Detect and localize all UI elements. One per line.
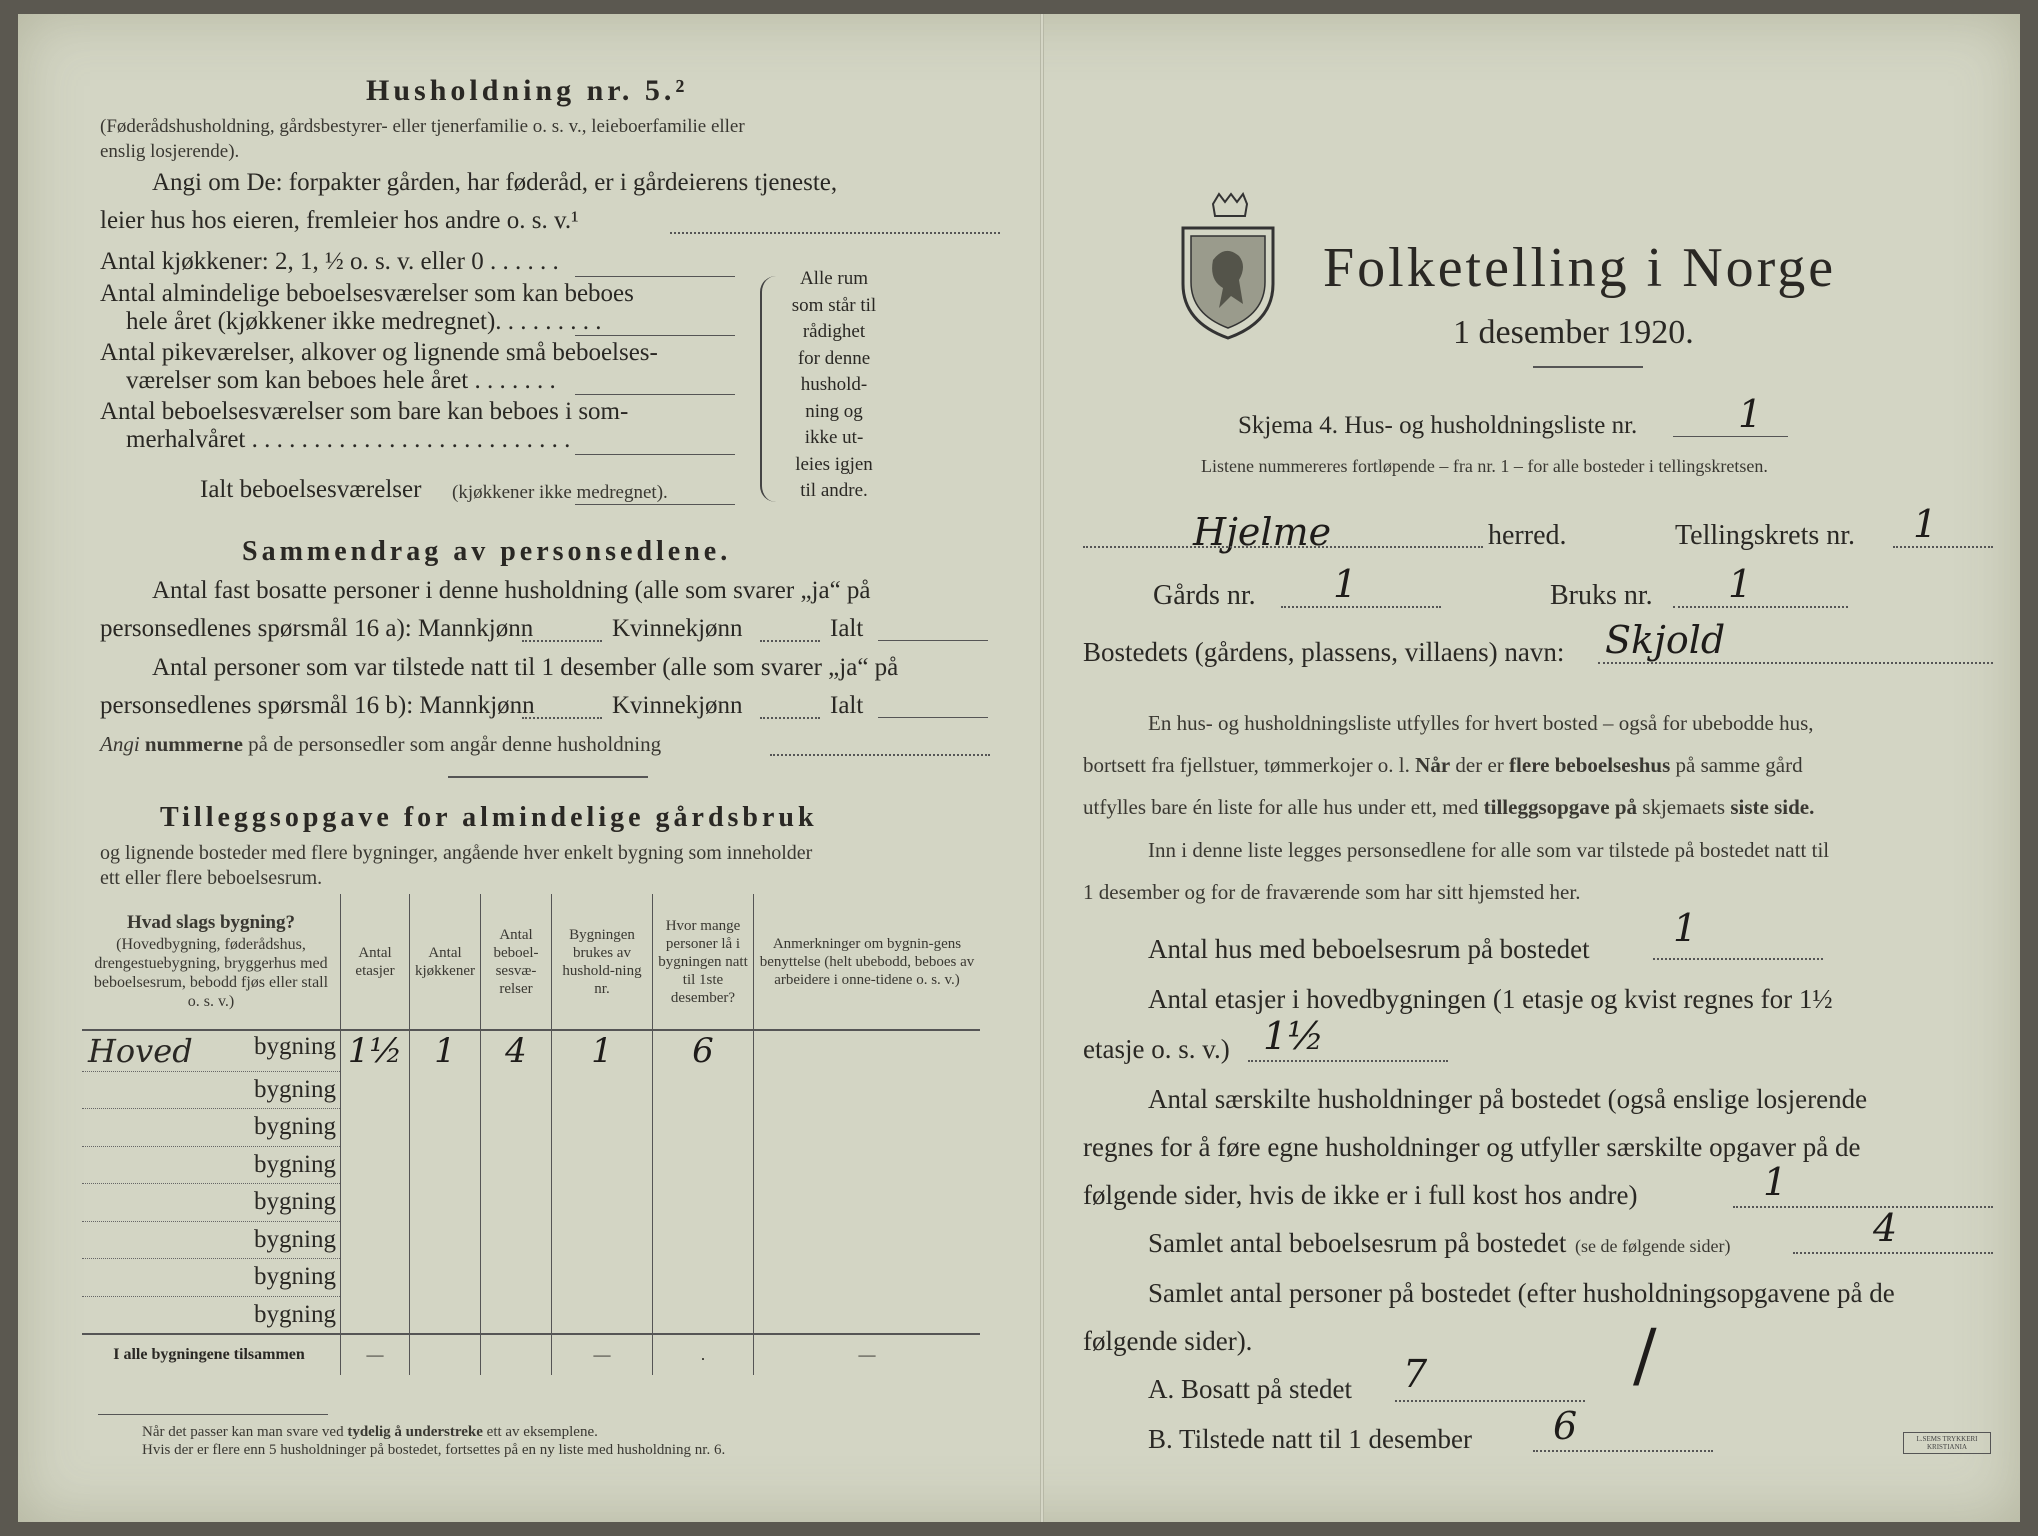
skjema-label: Skjema 4. Hus- og husholdningsliste nr. [1238,412,1638,439]
q-hush-value[interactable]: 1 [1763,1160,1788,1204]
angi-answer-line[interactable] [670,232,1000,234]
b-value[interactable]: 6 [1553,1404,1578,1448]
gards-line [1281,606,1441,608]
cell-husholdning[interactable] [552,1146,653,1184]
summary-line-3: Antal personer som var tilstede natt til 1 desember (alle som svarer „ja“ på [152,654,899,681]
table-row [82,1296,980,1334]
rooms-small: Antal pikeværelser, alkover og lignende små beboelses- [100,339,658,366]
resident-female-field[interactable] [760,640,820,642]
ordinary-answer-line[interactable] [575,335,735,336]
instruction-3-c: skjemaets [1642,795,1726,819]
building-type-cell[interactable] [82,1146,341,1184]
kitchens-answer-line[interactable] [575,276,735,277]
small-answer-line[interactable] [575,394,735,395]
cell-kjokkener[interactable] [410,1221,481,1259]
herred-value[interactable]: Hjelme [1193,510,1332,554]
herred-line [1083,546,1483,548]
cell-personer[interactable] [653,1296,754,1334]
q-hush-line [1733,1206,1993,1208]
resident-male-field[interactable] [522,640,602,642]
gards-value[interactable]: 1 [1333,562,1358,606]
bygning-label: bygning [254,1075,336,1103]
bruks-label: Bruks nr. [1550,580,1653,611]
right-page [1073,14,2003,1522]
summary-line-4: personsedlenes spørsmål 16 b): Mannkjønn [100,692,535,719]
cell-kjokkener[interactable] [410,1071,481,1109]
table-row [82,1109,980,1147]
resident-total-field[interactable] [878,640,988,641]
angi-nummerne-field[interactable] [770,754,990,756]
building-type-cell[interactable] [82,1184,341,1222]
q-hush-3: følgende sider, hvis de ikke er i full kost hos andre) [1083,1180,1638,1210]
cell-anm[interactable] [754,1146,981,1184]
bruks-value[interactable]: 1 [1728,562,1753,606]
footnote-divider [98,1414,328,1415]
q-etasjer-line [1248,1060,1448,1062]
building-type-cell[interactable] [82,1071,341,1109]
bruks-line [1673,606,1848,608]
present-total-field[interactable] [878,717,988,718]
b-label: B. Tilstede natt til 1 desember [1148,1424,1472,1454]
cell-anm[interactable] [754,1030,981,1071]
rooms-summer-2: merhalvåret . . . . . . . . . . . . . . . . . . . . . . . . . . [126,426,571,453]
instruction-2-d: flere beboelseshus [1509,753,1671,777]
brace [760,276,776,502]
brace-note [778,266,890,505]
present-female-label: Kvinnekjønn [612,692,743,719]
cell-etasjer[interactable]: 1½ [341,1030,410,1071]
angi-line-1: Angi om De: forpakter gården, har føderåd, er i gårdeierens tjeneste, [152,169,838,196]
a-label: A. Bosatt på stedet [1148,1374,1352,1404]
col-etasjer: Antal etasjer [341,894,410,1030]
cell-husholdning[interactable]: 1 [552,1030,653,1071]
q-etasjer-value[interactable]: 1½ [1263,1014,1325,1058]
cell-personer[interactable]: 6 [653,1030,754,1071]
table-row [82,1146,980,1184]
bosted-line [1598,662,1993,664]
brace-note-line: ikke ut- [804,427,864,448]
angi-nummerne-bold: nummerne [144,732,243,756]
total-cell[interactable]: — [341,1334,410,1375]
brace-note-line: hushold- [800,374,868,395]
angi-nummerne-prefix: Angi [100,732,140,756]
table-row [82,1030,980,1071]
q-etasjer-2: etasje o. s. v.) [1083,1034,1230,1064]
resident-female-label: Kvinnekjønn [612,615,743,642]
brace-note-line: rådighet [802,321,866,342]
q-pers-2: følgende sider). [1083,1326,1253,1356]
household-subheading-2: enslig losjerende). [100,141,240,162]
cell-husholdning[interactable] [552,1296,653,1334]
summer-answer-line[interactable] [575,454,735,455]
cell-anm[interactable] [754,1071,981,1109]
q-hush-2: regnes for å føre egne husholdninger og utfyller særskilte opgaver på de [1083,1132,1861,1162]
cell-kjokkener[interactable] [410,1296,481,1334]
bosted-value[interactable]: Skjold [1605,618,1726,662]
col-bygning [82,894,341,1030]
tillegg-heading: Tilleggsopgave for almindelige gårdsbruk [160,802,818,833]
total-label: I alle bygningene tilsammen [82,1334,341,1375]
total-answer-line[interactable] [575,504,735,505]
cell-vaerelser[interactable] [481,1184,552,1222]
building-type-cell[interactable] [82,1221,341,1259]
rooms-total-note: (kjøkkener ikke medregnet). [452,482,668,503]
cell-anm[interactable] [754,1221,981,1259]
q-rum-value[interactable]: 4 [1873,1206,1898,1250]
total-cell[interactable]: — [552,1334,653,1375]
cell-personer[interactable] [653,1109,754,1147]
cell-etasjer[interactable] [341,1221,410,1259]
cell-anm[interactable] [754,1259,981,1297]
resident-total-label: Ialt [830,615,864,642]
q-etasjer-1: Antal etasjer i hovedbygningen (1 etasje og kvist regnes for 1½ [1148,984,1833,1014]
building-type-cell[interactable] [82,1296,341,1334]
cell-vaerelser[interactable] [481,1221,552,1259]
col-vaerelser: Antal beboel-sesvæ-relser [481,894,552,1030]
cell-husholdning[interactable] [552,1071,653,1109]
instruction-2 [1083,753,1803,777]
printer-stamp: L.SEMS TRYKKERI KRISTIANIA [1903,1432,1991,1454]
page-fold [1040,14,1044,1522]
total-cell[interactable]: — [754,1334,981,1375]
q-pers-1: Samlet antal personer på bostedet (efter husholdningsopgavene på de [1148,1278,1895,1308]
bygning-label: bygning [254,1113,336,1141]
skjema-number[interactable]: 1 [1738,392,1763,436]
building-type-cell[interactable] [82,1109,341,1147]
cell-etasjer[interactable] [341,1184,410,1222]
title-divider [1533,366,1643,368]
cell-anm[interactable] [754,1109,981,1147]
instruction-2-e: på samme gård [1675,753,1803,777]
bosted-label: Bostedets (gårdens, plassens, villaens) navn: [1083,637,1565,667]
cell-kjokkener[interactable] [410,1184,481,1222]
bygning-label: bygning [254,1225,336,1253]
cell-etasjer[interactable] [341,1259,410,1297]
total-cell[interactable]: . [653,1334,754,1375]
instruction-3-d: siste side. [1730,795,1815,819]
col-husholdning: Bygningen brukes av hushold-ning nr. [552,894,653,1030]
rooms-summer: Antal beboelsesværelser som bare kan beboes i som- [100,398,629,425]
present-female-field[interactable] [760,717,820,719]
brace-note-line: leies igjen [795,453,873,475]
cell-etasjer[interactable] [341,1296,410,1334]
instruction-1: En hus- og husholdningsliste utfylles for hvert bosted – også for ubebodde hus, [1148,711,1814,735]
cell-vaerelser[interactable]: 4 [481,1030,552,1071]
bygning-label: bygning [254,1300,336,1328]
instruction-3 [1083,795,1814,819]
table-row [82,1259,980,1297]
household-heading: Husholdning nr. 5.² [366,74,689,107]
b-line [1533,1450,1713,1452]
building-name: Hoved [88,1031,193,1070]
total-row [82,1334,980,1375]
q-rum-small: (se de følgende sider) [1575,1236,1731,1256]
bygning-label: bygning [254,1032,336,1060]
q-hush-1: Antal særskilte husholdninger på bostedet (også enslige losjerende [1148,1084,1868,1114]
norway-coat-of-arms-icon [1173,192,1283,342]
cell-etasjer[interactable] [341,1071,410,1109]
footnote-1-bold: tydelig å understreke [347,1424,483,1440]
brace-note-line: til andre. [800,480,868,501]
census-title: Folketelling i Norge [1323,237,1837,299]
angi-line-2: leier hus hos eieren, fremleier hos andre o. s. v.¹ [100,207,579,234]
col-personer: Hvor mange personer lå i bygningen natt til 1ste desember? [653,894,754,1030]
cell-personer[interactable] [653,1221,754,1259]
angi-nummerne [100,732,661,756]
krets-line [1893,546,1993,548]
buildings-table [82,894,980,1375]
table-row [82,1221,980,1259]
section-divider [448,776,648,778]
krets-value[interactable]: 1 [1913,502,1938,546]
listene-note: Listene nummereres fortløpende – fra nr. 1 – for alle bosteder i tellingskretsen. [1201,456,1768,476]
q-rum-line [1793,1252,1993,1254]
present-total-label: Ialt [830,692,864,719]
table-row [82,1184,980,1222]
instruction-2-b: Når [1415,753,1451,777]
cell-vaerelser[interactable] [481,1109,552,1147]
footnote-1-post: ett av eksemplene. [486,1424,598,1440]
cell-kjokkener[interactable] [410,1146,481,1184]
check-mark: / [1633,1314,1657,1396]
a-value[interactable]: 7 [1403,1352,1428,1396]
cell-vaerelser[interactable] [481,1146,552,1184]
census-date: 1 desember 1920. [1453,314,1694,351]
cell-vaerelser[interactable] [481,1296,552,1334]
instruction-2-c: der er [1455,753,1504,777]
rooms-total: Ialt beboelsesværelser [200,476,422,503]
cell-anm[interactable] [754,1296,981,1334]
bygning-label: bygning [254,1188,336,1216]
instruction-2-a: bortsett fra fjellstuer, tømmerkojer o. l. [1083,753,1410,777]
a-line [1395,1400,1585,1402]
building-type-cell[interactable] [82,1030,341,1071]
cell-personer[interactable] [653,1071,754,1109]
left-page [70,14,1000,1522]
cell-husholdning[interactable] [552,1109,653,1147]
cell-personer[interactable] [653,1259,754,1297]
cell-kjokkener[interactable]: 1 [410,1030,481,1071]
col-bygning-title: Hvad slags bygning? [127,911,295,933]
summary-heading: Sammendrag av personsedlene. [242,536,732,567]
cell-etasjer[interactable] [341,1109,410,1147]
brace-note-line: som står til [791,294,877,316]
household-subheading: (Føderådshusholdning, gårdsbestyrer- eller tjenerfamilie o. s. v., leieboerfamilie eller [100,116,745,137]
col-anmerkninger: Anmerkninger om bygnin-gens benyttelse (helt ubebodd, beboes av arbeidere i onne-tidene o. s. v.) [754,894,981,1030]
summary-line-1: Antal fast bosatte personer i denne husholdning (alle som svarer „ja“ på [152,577,871,604]
cell-vaerelser[interactable] [481,1071,552,1109]
cell-personer[interactable] [653,1146,754,1184]
cell-husholdning[interactable] [552,1221,653,1259]
col-kjokkener: Antal kjøkkener [410,894,481,1030]
tillegg-line-2: ett eller flere beboelsesrum. [100,867,323,889]
building-type-cell[interactable] [82,1259,341,1297]
instruction-3-a: utfylles bare én liste for alle hus under ett, med [1083,795,1479,819]
skjema-number-line [1673,436,1788,437]
herred-label: herred. [1488,520,1567,551]
q-hus-line [1653,958,1823,960]
cell-kjokkener[interactable] [410,1109,481,1147]
bygning-label: bygning [254,1263,336,1291]
instruction-4: Inn i denne liste legges personsedlene for alle som var tilstede på bostedet natt til [1148,838,1830,862]
rooms-ordinary-2: hele året (kjøkkener ikke medregnet). . . . . . . . . [126,308,602,335]
total-cell[interactable] [481,1334,552,1375]
summary-line-2: personsedlenes spørsmål 16 a): Mannkjønn [100,615,534,642]
total-cell[interactable] [410,1334,481,1375]
present-male-field[interactable] [522,717,602,719]
brace-note-line: Alle rum [799,268,869,289]
tillegg-line-1: og lignende bosteder med flere bygninger, angående hver enkelt bygning som inneholder [100,842,813,864]
footnote-1-pre: Når det passer kan man svare ved [142,1424,344,1440]
brace-note-line: for denne [797,347,871,369]
q-hus-value[interactable]: 1 [1673,906,1698,950]
q-rum-label: Samlet antal beboelsesrum på bostedet [1148,1228,1567,1258]
q-hus-label: Antal hus med beboelsesrum på bostedet [1148,934,1590,964]
footnote-2: Hvis der er flere enn 5 husholdninger på bostedet, fortsettes på en ny liste med husholdning nr. 6. [142,1442,726,1458]
instruction-5: 1 desember og for de fraværende som har sitt hjemsted her. [1083,880,1581,904]
gards-label: Gårds nr. [1153,580,1256,611]
cell-husholdning[interactable] [552,1184,653,1222]
rooms-ordinary: Antal almindelige beboelsesværelser som kan beboes [100,280,634,307]
rooms-small-2: værelser som kan beboes hele året . . . . . . . [126,367,556,394]
rooms-kitchens: Antal kjøkkener: 2, 1, ½ o. s. v. eller 0 . . . . . . [100,248,559,275]
bygning-label: bygning [254,1150,336,1178]
cell-kjokkener[interactable] [410,1259,481,1297]
census-sheet [18,14,2020,1522]
table-row [82,1071,980,1109]
cell-vaerelser[interactable] [481,1259,552,1297]
brace-note-line: ning og [805,400,863,422]
cell-etasjer[interactable] [341,1146,410,1184]
footnote-1 [142,1424,598,1441]
col-bygning-desc: (Hovedbygning, føderådshus, drengestuebygning, bryggerhus med beboelsesrum, bebodd fjøs eller stall o. s. v.) [93,935,329,1011]
krets-label: Tellingskrets nr. [1675,520,1856,551]
angi-nummerne-rest: på de personsedler som angår denne husholdning [248,732,662,756]
instruction-3-b: tilleggsopgave på [1483,795,1638,819]
cell-husholdning[interactable] [552,1259,653,1297]
cell-anm[interactable] [754,1184,981,1222]
cell-personer[interactable] [653,1184,754,1222]
